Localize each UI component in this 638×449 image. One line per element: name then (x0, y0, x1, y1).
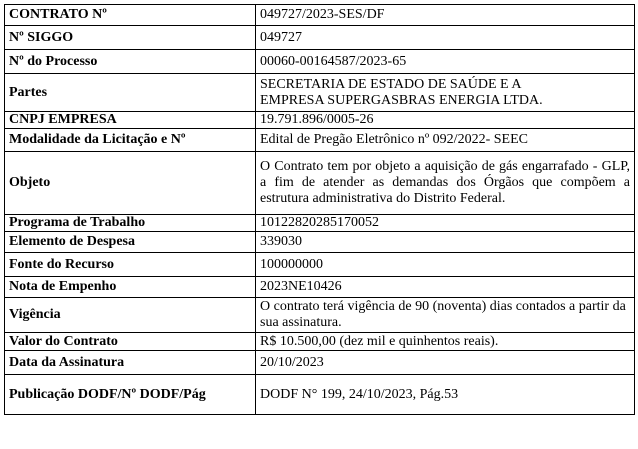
table-row (5, 351, 635, 375)
row-value: 00060-00164587/2023-65 (256, 50, 635, 74)
contract-summary-table (4, 4, 635, 415)
row-label: CONTRATO Nº (5, 5, 256, 26)
table-row (5, 50, 635, 74)
table-row (5, 74, 635, 112)
table-row (5, 5, 635, 26)
row-label: Elemento de Despesa (5, 232, 256, 253)
row-value (256, 74, 635, 112)
partes-line: SECRETARIA DE ESTADO DE SAÚDE E A (260, 76, 522, 92)
row-value: O Contrato tem por objeto a aquisição de gás engarrafado - GLP, a fim de atender as demandas dos Órgãos que compõem a estrutura administrativa do Distrito Federal. (256, 152, 635, 215)
table-row (5, 112, 635, 129)
row-value: R$ 10.500,00 (dez mil e quinhentos reais). (256, 333, 635, 351)
row-label: Nº SIGGO (5, 26, 256, 50)
row-label: CNPJ EMPRESA (5, 112, 256, 129)
table-row (5, 152, 635, 215)
table-row (5, 333, 635, 351)
row-label: Data da Assinatura (5, 351, 256, 375)
table-row (5, 298, 635, 333)
table-row (5, 277, 635, 298)
table-row (5, 26, 635, 50)
row-value: O contrato terá vigência de 90 (noventa) dias contados a partir da sua assinatura. (256, 298, 635, 333)
partes-line: EMPRESA SUPERGASBRAS ENERGIA LTDA. (260, 92, 543, 108)
row-label: Nota de Empenho (5, 277, 256, 298)
row-label: Partes (5, 74, 256, 112)
row-value: 20/10/2023 (256, 351, 635, 375)
table-row (5, 129, 635, 152)
row-value: 100000000 (256, 253, 635, 277)
row-value: 2023NE10426 (256, 277, 635, 298)
row-value: DODF N° 199, 24/10/2023, Pág.53 (256, 375, 635, 415)
table-row (5, 375, 635, 415)
row-label: Valor do Contrato (5, 333, 256, 351)
table-row (5, 232, 635, 253)
row-label: Publicação DODF/Nº DODF/Pág (5, 375, 256, 415)
row-value: 049727/2023-SES/DF (256, 5, 635, 26)
row-value: 19.791.896/0005-26 (256, 112, 635, 129)
row-label: Objeto (5, 152, 256, 215)
contract-document (4, 4, 634, 445)
row-label: Fonte do Recurso (5, 253, 256, 277)
row-value: 339030 (256, 232, 635, 253)
row-value: 049727 (256, 26, 635, 50)
row-label: Nº do Processo (5, 50, 256, 74)
row-value: 10122820285170052 (256, 215, 635, 232)
row-label: Programa de Trabalho (5, 215, 256, 232)
table-row (5, 253, 635, 277)
table-row (5, 215, 635, 232)
row-label: Vigência (5, 298, 256, 333)
row-label: Modalidade da Licitação e Nº (5, 129, 256, 152)
row-value: Edital de Pregão Eletrônico nº 092/2022- SEEC (256, 129, 635, 152)
